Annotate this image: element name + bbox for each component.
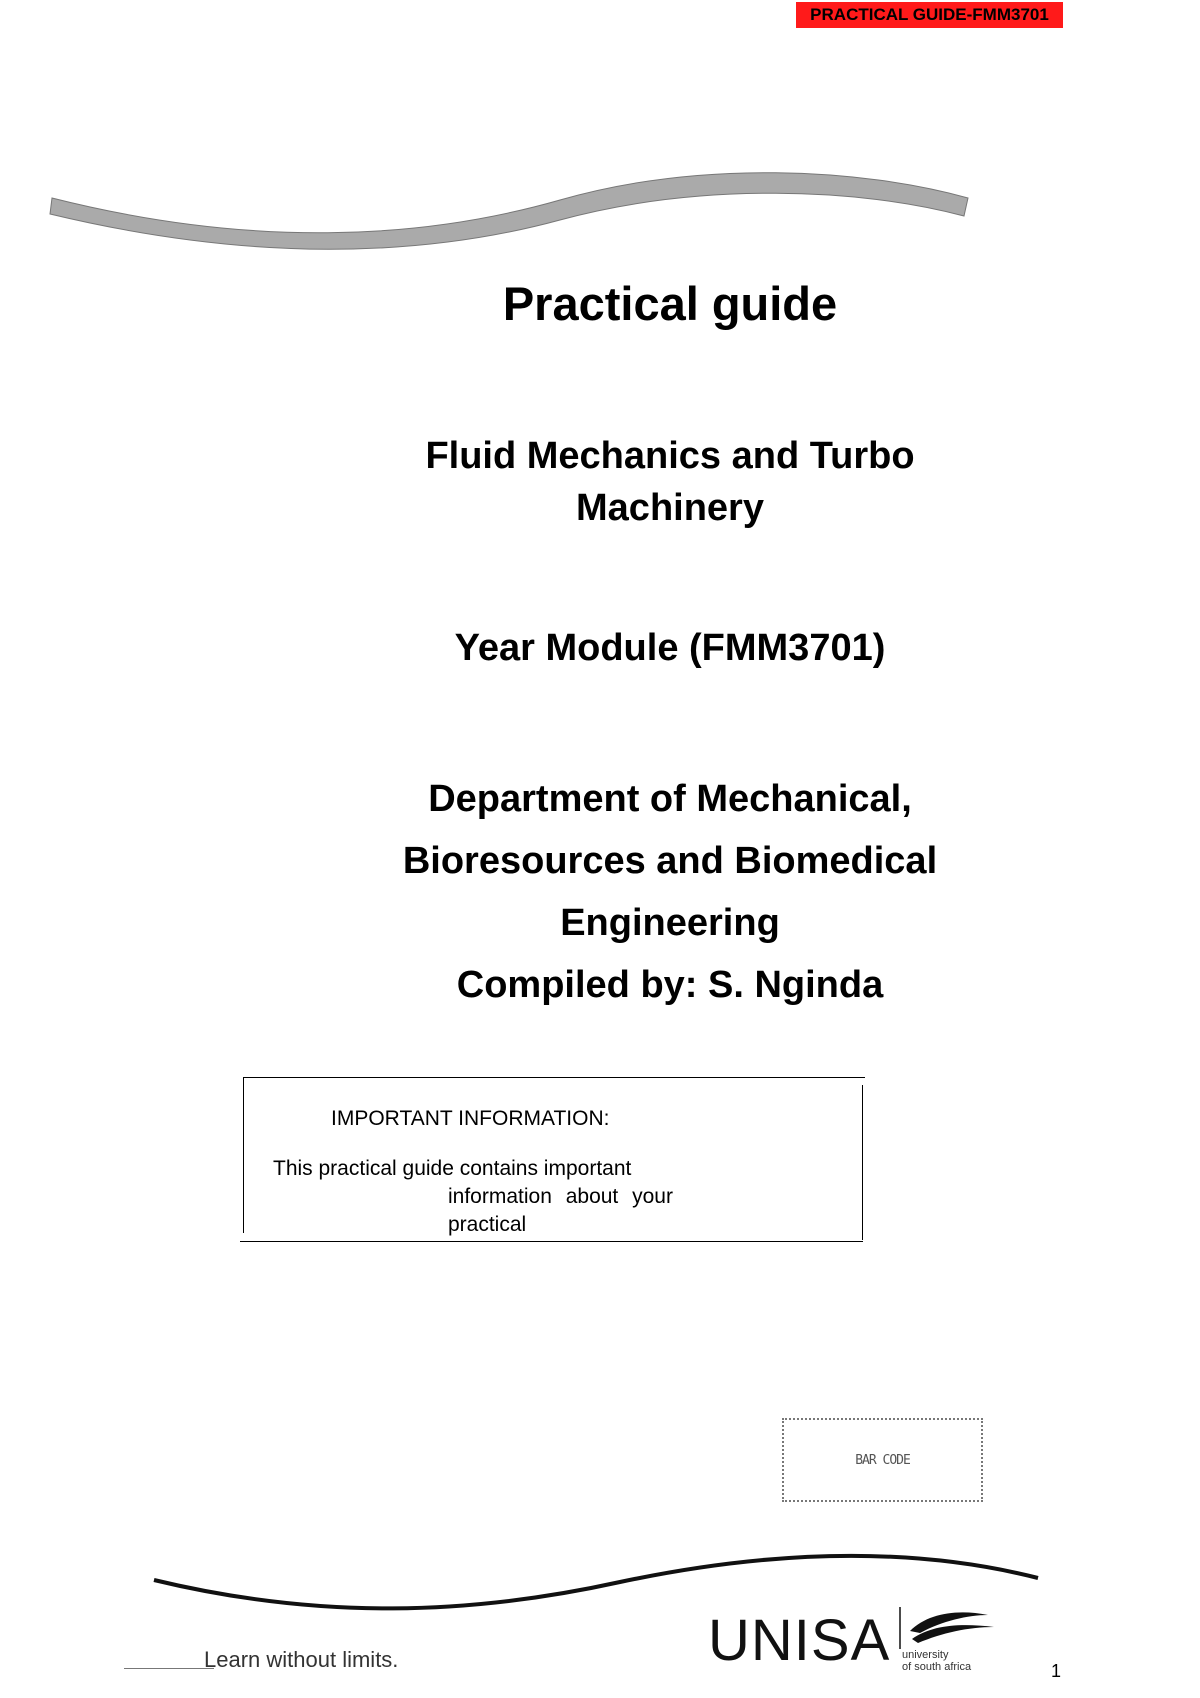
subject-title (340, 430, 1000, 534)
important-text-line2: information about your (448, 1185, 673, 1208)
logo-subtitle-line2: of south africa (902, 1661, 972, 1673)
compiled-by: Compiled by: S. Nginda (456, 964, 884, 1006)
document-title: Practical guide (502, 277, 838, 330)
department-line3: Engineering (560, 902, 780, 944)
logo-wing-icon (898, 1605, 998, 1649)
department-line2: Bioresources and Biomedical (402, 840, 938, 882)
footer-rule (124, 1668, 214, 1669)
barcode-placeholder (782, 1418, 983, 1502)
logo-wordmark: UNISA (708, 1608, 891, 1673)
page-number: 1 (1051, 1661, 1062, 1681)
important-heading: IMPORTANT INFORMATION: (331, 1107, 610, 1130)
subject-title-line1: Fluid Mechanics and Turbo (425, 435, 915, 477)
department-line1: Department of Mechanical, (428, 778, 912, 820)
footer-tagline: Learn without limits. (204, 1647, 399, 1672)
logo-subtitle (902, 1649, 971, 1673)
module-code: Year Module (FMM3701) (454, 627, 886, 669)
top-wave-band (50, 173, 968, 250)
subject-title-line2: Machinery (576, 487, 764, 529)
header-document-tag: PRACTICAL GUIDE-FMM3701 (796, 2, 1063, 28)
department-block (340, 768, 1000, 1016)
important-information-box (243, 1077, 863, 1242)
logo-subtitle-line1: university (902, 1649, 949, 1661)
barcode-label: BAR CODE (855, 1452, 910, 1468)
important-text (273, 1155, 698, 1239)
unisa-logo (708, 1605, 996, 1677)
important-text-line1: This practical guide contains important (273, 1157, 632, 1180)
bottom-wave-line (154, 1556, 1038, 1608)
important-text-line3: practical (448, 1213, 527, 1236)
